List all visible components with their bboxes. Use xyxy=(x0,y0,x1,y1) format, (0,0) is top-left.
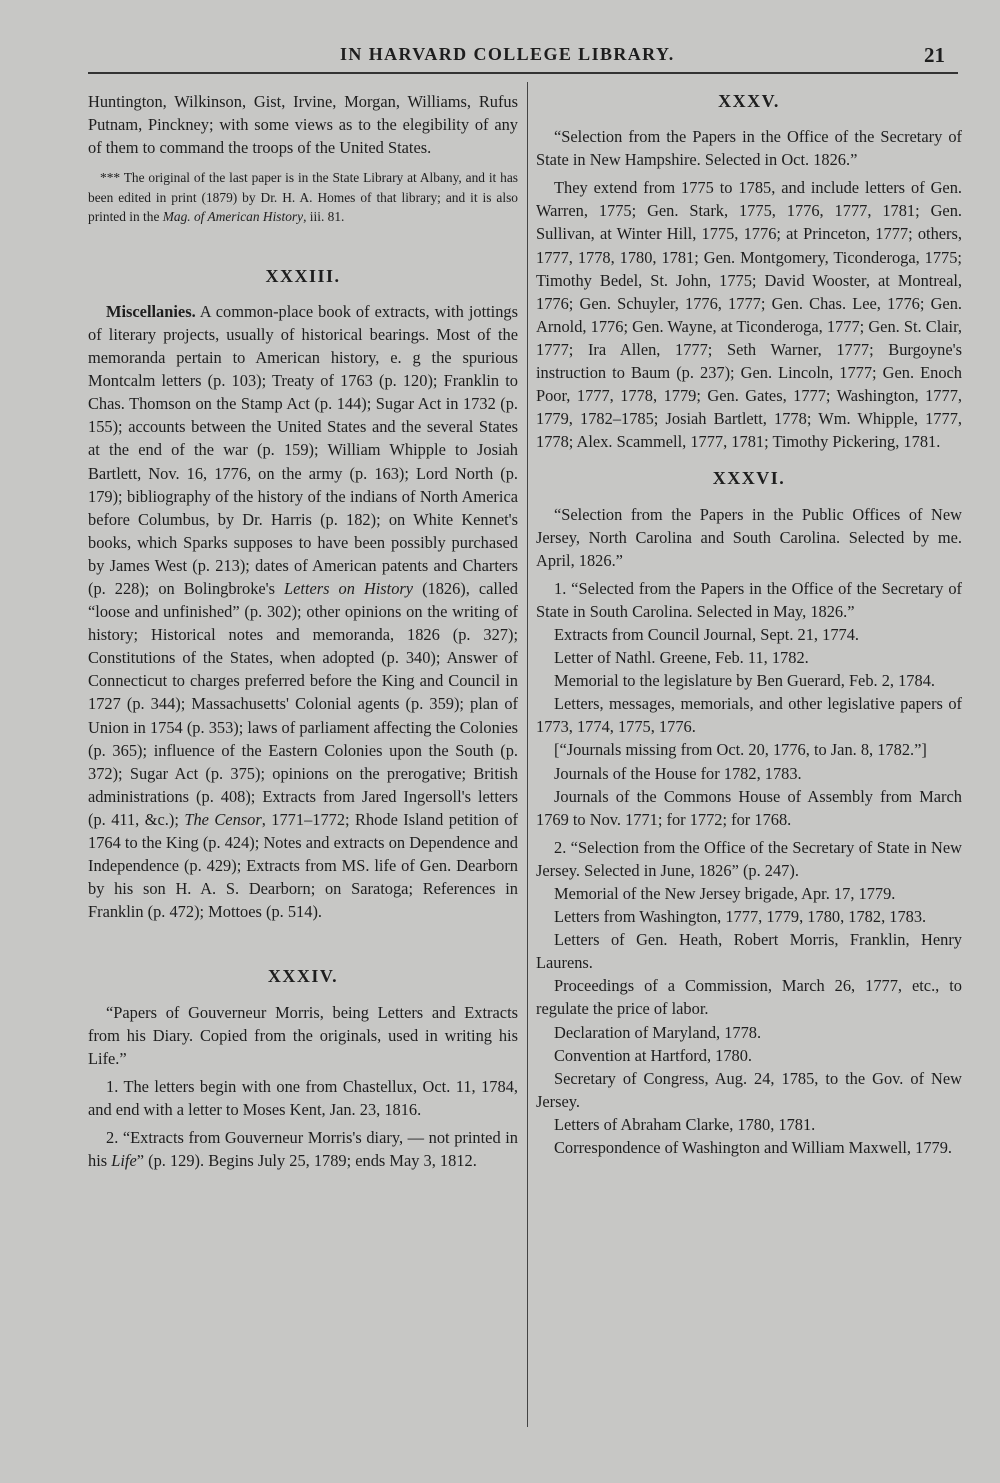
section-heading-xxxiv: XXXIV. xyxy=(267,966,339,987)
section-heading-xxxvi: XXXVI. xyxy=(712,468,786,489)
morris-item-2 xyxy=(88,1126,518,1172)
section-heading-xxxv: XXXV. xyxy=(718,91,780,111)
footnote-tail: , iii. 81. xyxy=(303,209,345,225)
sc-entry: Extracts from Council Journal, Sept. 21, 1774. xyxy=(554,624,860,644)
miscellanies-italic-1: Letters on History xyxy=(284,579,414,598)
nj-entry: Secretary of Congress, Aug. 24, 1785, to the Gov. of New Jersey. xyxy=(536,1068,962,1111)
sc-entry: Letters, messages, memorials, and other legislative papers of 1773, 1774, 1775, 1776. xyxy=(536,694,962,737)
morris-item-2-tail: ” (p. 129). Begins July 25, 1789; ends May 3, 1812. xyxy=(136,1151,477,1171)
header-rule xyxy=(88,72,958,74)
nj-entry: Correspondence of Washington and William Maxwell, 1779. xyxy=(554,1138,952,1158)
nj-entry: Convention at Hartford, 1780. xyxy=(554,1045,753,1065)
miscellanies-body-1: A common-place book of extracts, with jottings of literary projects, usually of historical bearings. Most of the memoranda pertain to American history, e. g the spurious Montcalm letters (p. 103); Treaty of 1763 (p. 120); Franklin to Chas. Thomson on the Stamp Act (p. 144); Sugar Act in 1732 (p. 155); accounts between the United States and the several States at the end of the war (p. 159); William Whipple to Josiah Bartlett, Nov. 16, 1776, on the army (p. 163); Lord North (p. 179); bibliography of the history of the indians of North America before Columbus, by Dr. Harris (p. 182); on White Kennet's books, which Sparks supposes to have been possibly purchased by James West (p. 213); dates of American patents and Charters (p. 228); on Bolingbroke's xyxy=(88,301,518,598)
sc-entry: [“Journals missing from Oct. 20, 1776, to Jan. 8, 1782.”] xyxy=(554,740,927,760)
nj-entry: Declaration of Maryland, 1778. xyxy=(554,1022,762,1042)
sc-entry: Journals of the House for 1782, 1783. xyxy=(554,763,802,783)
right-column xyxy=(536,90,962,1159)
sc-entry: Journals of the Commons House of Assembly from March 1769 to Nov. 1771; for 1772; for 1768. xyxy=(536,786,962,829)
south-carolina-title: 1. “Selected from the Papers in the Office of the Secretary of State in South Carolina. Selected in May, 1826.” xyxy=(536,578,962,621)
morris-item-2-text: 2. “Extracts from Gouverneur Morris's diary, — not printed in his xyxy=(88,1127,518,1171)
footnote-text: *** The original of the last paper is in the State Library at Albany, and it has been edited in print (1879) by Dr. H. A. Homes of that library; and it is also printed in the xyxy=(88,170,518,225)
miscellanies-body-2: (1826), called “loose and unfinished” (p. 302); other opinions on the writing of history; Historical notes and memoranda, 1826 (p. 327); Constitutions of the States, when adopted (p. 340); Answer of Connecticut to charges preferred before the King and Council in 1727 (p. 344); Massachusetts' Colonial agents (p. 359); plan of Union in 1754 (p. 353); laws of parliament affecting the Colonies (p. 365); influence of the Eastern Colonies upon the South (p. 372); Sugar Act (p. 375); opinions on the prerogative; British administrations (p. 408); Extracts from Jared Ingersoll's letters (p. 411, &c.); xyxy=(88,579,518,829)
miscellanies-paragraph xyxy=(88,300,518,924)
sc-entry: Memorial to the legislature by Ben Guerard, Feb. 2, 1784. xyxy=(554,671,935,691)
footnote-italic: Mag. of American History xyxy=(162,209,304,225)
column-rule xyxy=(527,82,528,1427)
left-column xyxy=(88,90,518,1172)
morris-item-1: 1. The letters begin with one from Chastellux, Oct. 11, 1784, and end with a letter to Moses Kent, Jan. 23, 1816. xyxy=(88,1076,518,1119)
nj-entry: Letters from Washington, 1777, 1779, 1780, 1782, 1783. xyxy=(554,907,927,927)
nj-entry: Memorial of the New Jersey brigade, Apr. 17, 1779. xyxy=(554,884,896,903)
miscellanies-italic-2: The Censor xyxy=(184,809,262,829)
miscellanies-body-3: , 1771–1772; Rhode Island petition of 1764 to the King (p. 424); Notes and extracts on Dependence and Independence (p. 429); Extracts from MS. life of Gen. Dearborn by his son H. A. S. Dearborn; on Saratoga; References in Franklin (p. 472); Mottoes (p. 514). xyxy=(88,809,518,922)
footnote xyxy=(88,168,518,227)
nj-entry: Letters of Abraham Clarke, 1780, 1781. xyxy=(554,1114,816,1134)
running-title: IN HARVARD COLLEGE LIBRARY. xyxy=(340,44,675,64)
sc-entry: Letter of Nathl. Greene, Feb. 11, 1782. xyxy=(554,648,809,668)
miscellanies-lead: Miscellanies. xyxy=(106,301,196,321)
page-number: 21 xyxy=(924,43,945,67)
morris-intro: “Papers of Gouverneur Morris, being Letters and Extracts from his Diary. Copied from the originals, used in writing his Life.” xyxy=(88,1002,518,1068)
new-hampshire-body: They extend from 1775 to 1785, and include letters of Gen. Warren, 1775; Gen. Stark, 1775, 1776, 1777, 1781; Gen. Sullivan, at Winter Hill, 1775, 1776; at Princeton, 1777; others, 1777, 1778, 1780, 1781; Gen. Montgomery, Ticonderoga, 1775; Timothy Bedel, St. John, 1775; David Wooster, at Montreal, 1776; Gen. Schuyler, 1776, 1777; Gen. Chas. Lee, 1776; Gen. Arnold, 1776; Gen. Wayne, at Ticonderoga, 1777; Gen. St. Clair, 1777; Ira Allen, 1777; Seth Warner, 1777; Burgoyne's instruction to Baum (p. 237); Gen. Lincoln, 1777; Gen. Enoch Poor, 1777, 1778, 1779; Gen. Gates, 1777; Washington, 1777, 1779, 1782–1785; Josiah Bartlett, 1778; Wm. Whipple, 1777, 1778; Alex. Scammell, 1777, 1781; Timothy Pickering, 1781. xyxy=(536,178,962,452)
nj-entry: Letters of Gen. Heath, Robert Morris, Franklin, Henry Laurens. xyxy=(536,930,962,973)
morris-item-2-italic: Life xyxy=(111,1151,137,1171)
carry-over-paragraph: Huntington, Wilkinson, Gist, Irvine, Morgan, Williams, Rufus Putnam, Pinckney; with some views as to the elegibility of any of them to command the troops of the United States. xyxy=(88,92,518,158)
section-heading-xxxiii: XXXIII. xyxy=(265,265,341,286)
new-jersey-title: 2. “Selection from the Office of the Secretary of State in New Jersey. Selected in June, 1826” (p. 247). xyxy=(536,837,962,880)
public-offices-intro: “Selection from the Papers in the Public Offices of New Jersey, North Carolina and South Carolina. Selected by me. April, 1826.” xyxy=(536,504,962,570)
running-head xyxy=(0,44,1000,74)
new-hampshire-intro: “Selection from the Papers in the Office of the Secretary of State in New Hampshire. Selected in Oct. 1826.” xyxy=(536,127,962,170)
nj-entry: Proceedings of a Commission, March 26, 1777, etc., to regulate the price of labor. xyxy=(536,976,962,1019)
